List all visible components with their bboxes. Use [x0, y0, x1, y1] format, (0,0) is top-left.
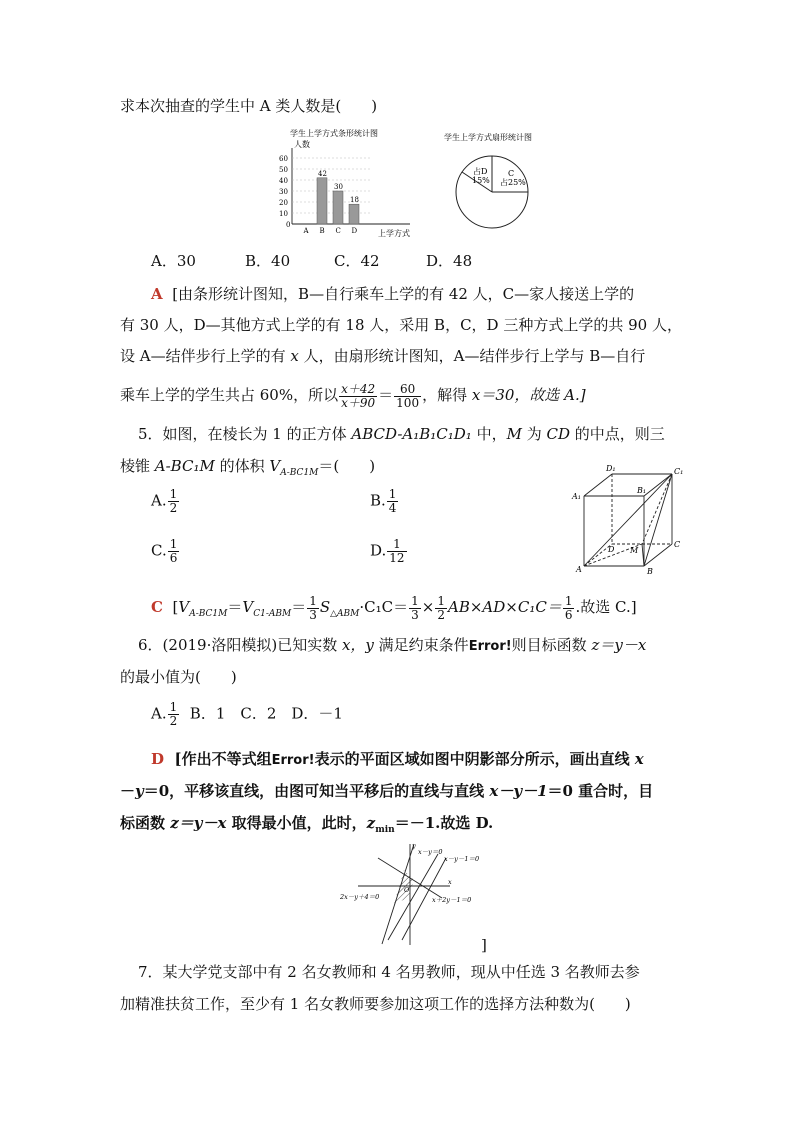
q6-stem-line2: 的最小值为( ) — [120, 668, 237, 686]
pie-d-label-1: 占D — [473, 167, 488, 176]
cube-label-m: M — [630, 546, 639, 555]
graph-label-y: y — [412, 842, 416, 850]
q4-answer: A — [151, 285, 163, 303]
bar-value-C: 30 — [334, 183, 343, 191]
q6-close-bracket: ] — [481, 936, 487, 954]
bar-chart-title: 学生上学方式条形统计图 — [290, 129, 378, 138]
q6-solution-line3: 标函数 z＝y－x 取得最小值，此时，$z_{min}=-1$.故选 D. — [120, 814, 494, 835]
cube-label-d1: D₁ — [606, 464, 616, 473]
cube-label-b: B — [647, 567, 653, 576]
graph-label-o: O — [404, 886, 410, 894]
bar-xtick-C: C — [335, 227, 341, 235]
q4-solution-line2: 有 30 人，D—其他方式上学的有 18 人，采用 B，C，D 三种方式上学的共 90 人， — [120, 316, 682, 334]
q4-option-c: C．42 — [334, 252, 380, 270]
cube-label-c: C — [674, 540, 681, 549]
bar-chart-ylabel: 人数 — [294, 140, 310, 149]
bar-axes — [279, 148, 410, 229]
bar-xtick-A: A — [303, 227, 309, 235]
pie-chart-title: 学生上学方式扇形统计图 — [444, 133, 532, 142]
q5-stem-line2: 棱锥 A-BC₁M 的体积 $V_{A-BC1M}=$( ) — [120, 457, 376, 478]
bar-value-D: 18 — [350, 196, 359, 205]
bar-xtick-B: B — [319, 227, 325, 235]
q5-option-c: C. $\frac{1}{6}$ — [151, 537, 178, 565]
q6-options: A. $\frac{1}{2}$ B．1 C．2 D．－1 — [151, 700, 343, 728]
graph-label-2x: 2x－y＋4＝0 — [340, 893, 380, 901]
pie-c-label-2: 占25% — [500, 178, 526, 187]
bar-chart-xlabel: 上学方式 — [378, 229, 410, 238]
cube-label-a: A — [576, 565, 582, 574]
q4-sol1: [由条形统计图知，B—自行乘车上学的有 42 人，C—家人接送上学的 — [172, 285, 635, 303]
q4-solution-line4: 乘车上学的学生共占 60%，所以 $\frac{x+42}{x+90}$ ＝ $\frac{60}{100}$ ，解得 x＝30，故选 A.] — [120, 381, 586, 410]
bar-ytick-label: 60 — [279, 155, 288, 163]
q6-solution-line1: D [作出不等式组Error!表示的平面区域如图中阴影部分所示，画出直线 x — [151, 750, 644, 768]
q4-solution-line1 — [151, 284, 634, 304]
q5-option-d: D. $\frac{1}{12}$ — [370, 537, 405, 565]
q4-option-d: D．48 — [426, 252, 473, 270]
pie-c-label-1: C — [508, 169, 515, 178]
q5-solution: C [$V_{A-BC1M}=V_{C1-ABM}=$ $\frac{1}{3}$ $S_{\triangle ABM}\cdot C_1C=$ $\frac{1}{3}$ × $\frac{1}{2}$ AB×AD×C₁C＝ $\frac{1}{6}$ .故选 C.] — [151, 593, 637, 622]
cube-label-d: D — [608, 545, 615, 554]
bar-ytick-label: 20 — [279, 199, 288, 207]
line-x-y — [388, 854, 438, 940]
q5-stem-line1: 5．如图，在棱长为 1 的正方体 ABCD-A₁B₁C₁D₁ 中，M 为 CD 的中点，则三 — [138, 425, 665, 443]
graph-label-xy1: x－y－1＝0 — [444, 855, 480, 863]
bar-ytick-label: 10 — [279, 210, 288, 218]
bar-xtick-D: D — [351, 227, 358, 235]
bar-value-B: 42 — [318, 169, 327, 178]
cube-label-b1: B₁ — [637, 486, 647, 495]
q4-solution-line3: 设 A—结伴步行上学的有 x 人，由扇形统计图知，A—结伴步行上学与 B—自行 — [120, 347, 646, 365]
q6-solution-line2: －y＝0，平移该直线，由图可知当平移后的直线与直线 x－y－1＝0 重合时，目 — [120, 782, 654, 800]
bar-B — [317, 178, 327, 224]
bar-C — [333, 191, 343, 224]
bar-ytick-label: 0 — [286, 221, 291, 229]
q5-option-a: A. $\frac{1}{2}$ — [151, 487, 178, 515]
bar-ytick-label: 30 — [279, 188, 288, 196]
graph-label-x2y: x＋2y－1＝0 — [432, 896, 472, 904]
q6-stem-line1: 6．(2019·洛阳模拟)已知实数 x，y 满足约束条件Error!则目标函数 z＝y－x — [138, 636, 647, 654]
bar-D — [349, 204, 359, 224]
cube-label-a1: A₁ — [572, 492, 581, 501]
pie-d-label-2: 15% — [472, 176, 490, 185]
cube-figure — [568, 462, 686, 576]
bar-marks — [303, 170, 360, 235]
q4-option-a: A．30 — [151, 252, 196, 270]
graph-label-x: x — [448, 878, 452, 886]
bar-ytick-label: 40 — [279, 177, 288, 185]
q4-stem: 求本次抽查的学生中 A 类人数是( ) — [120, 97, 378, 115]
pie-chart — [440, 126, 560, 236]
bar-ytick-label: 50 — [279, 166, 288, 174]
cube-label-c1: C₁ — [674, 467, 684, 476]
q7-line1: 7．某大学党支部中有 2 名女教师和 4 名男教师，现从中任选 3 名教师去参 — [138, 963, 640, 981]
bar-chart — [270, 126, 430, 242]
q7-line2: 加精准扶贫工作，至少有 1 名女教师要参加这项工作的选择方法种数为( ) — [120, 995, 631, 1013]
region-graph — [338, 840, 488, 948]
q5-option-b: B. $\frac{1}{4}$ — [370, 487, 397, 515]
graph-label-xy0: x－y＝0 — [418, 848, 443, 856]
q4-option-b: B．40 — [245, 252, 291, 270]
